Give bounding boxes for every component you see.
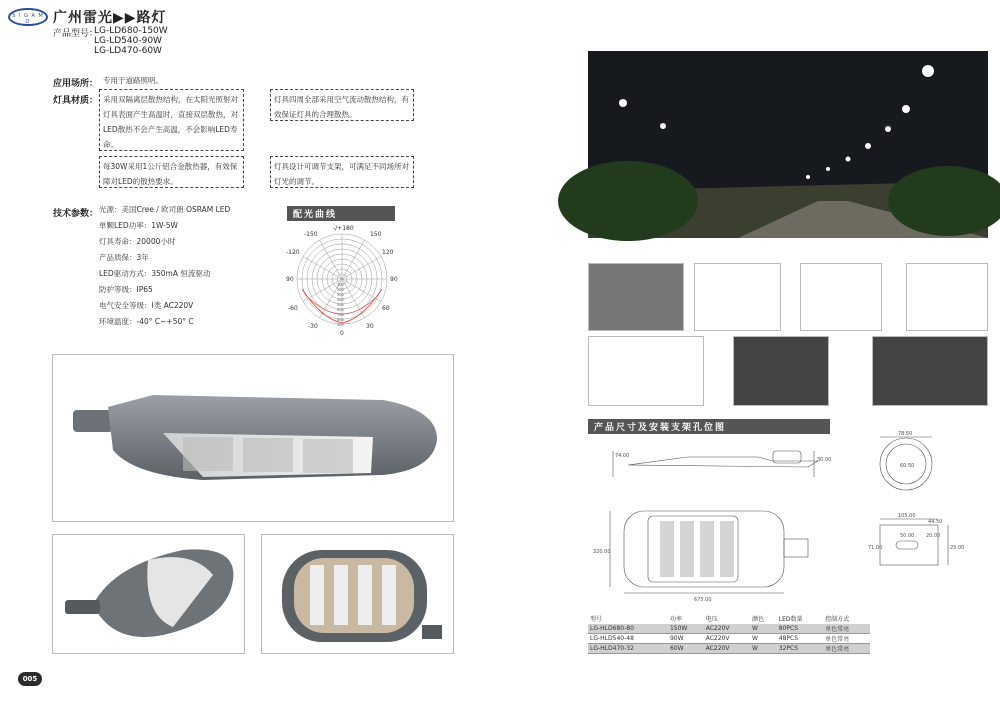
col-control: 控制方式	[825, 616, 850, 623]
tech-label: 技术参数：	[53, 209, 99, 219]
tech-spec-item: 防护等级：IP65	[99, 285, 153, 294]
dim-side-height: 74.00	[615, 453, 630, 459]
cell-voltage: AC220V	[704, 624, 750, 634]
material-box-heatsink: 每30W采用1公斤铝合金散热器，有效保障对LED的散热要求。	[99, 156, 244, 188]
light-distribution-polar-chart	[278, 222, 408, 336]
dim-bracket-small: 20.00	[926, 533, 941, 539]
night-street-photo	[588, 51, 988, 238]
cell-control: 单色常亮	[823, 624, 870, 634]
cell-led-count: 48PCS	[777, 634, 823, 644]
cell-color: W	[750, 624, 777, 634]
detail-photo-driver-label	[872, 336, 988, 406]
product-photo-side	[52, 534, 245, 654]
spec-table	[588, 613, 870, 654]
angle-label: -30	[308, 323, 318, 330]
col-power: 功率	[669, 616, 682, 623]
model-item: LG-LD470-60W	[94, 46, 162, 56]
main-product-photo	[52, 354, 454, 522]
material-box-airflow: 灯具四周全部采用空气流动散热结构，有效保证灯具的合理散热。	[270, 89, 414, 121]
cell-power: 60W	[668, 644, 704, 654]
model-item: LG-LD540-90W	[94, 36, 162, 46]
dim-circle-outer: 78.50	[898, 431, 913, 437]
tech-spec-item: 光源：美国Cree / 欧司朗 OSRAM LED	[99, 205, 231, 214]
page-number: 005	[18, 672, 42, 686]
dim-bracket-inner: 44.50	[928, 519, 943, 525]
usage-text: 专用于道路照明。	[103, 76, 163, 85]
cell-power: 90W	[668, 634, 704, 644]
col-voltage: 电压	[705, 616, 718, 623]
table-row	[588, 624, 870, 634]
dim-bracket-height: 30.00	[817, 457, 832, 463]
angle-label: 60	[382, 305, 390, 312]
cell-control: 单色常亮	[823, 644, 870, 654]
angle-label: 90	[286, 276, 294, 283]
dim-bracket-width: 105.00	[898, 513, 916, 519]
tech-spec-item: LED驱动方式：350mA 恒流驱动	[99, 269, 211, 278]
col-color: 颜色	[752, 616, 765, 623]
cell-color: W	[750, 634, 777, 644]
material-box-bracket: 灯具设计可调节支架，可满足不同场所对灯光的调节。	[270, 156, 414, 188]
table-row	[588, 644, 870, 654]
cell-control: 单色常亮	[823, 634, 870, 644]
tech-spec-item: 环境温度：-40° C~+50° C	[99, 317, 194, 326]
tech-spec-item: 单颗LED功率：1W-5W	[99, 221, 178, 230]
model-item: LG-LD680-150W	[94, 26, 168, 36]
light-curve-title: 配光曲线	[287, 206, 395, 221]
cell-model: LG-HLD680-80	[588, 624, 668, 634]
cell-voltage: AC220V	[704, 634, 750, 644]
angle-label: 120	[382, 249, 394, 256]
model-list	[94, 26, 168, 56]
tech-spec-item: 产品质保：3年	[99, 253, 149, 262]
radial-label: 900	[337, 323, 344, 327]
detail-photo-heatsink	[906, 263, 988, 331]
angle-label: -60	[288, 305, 298, 312]
angle-label: -/+180	[333, 225, 354, 232]
material-box-heat-isolation: 采用双隔离层散热结构，在太阳光照射对灯具表面产生高温时，直接双层散热，对LED散热不会产生高温，不会影响LED寿命。	[99, 89, 244, 151]
cell-led-count: 80PCS	[777, 624, 823, 634]
detail-photo-led-array	[588, 263, 684, 331]
col-led-count: LED数量	[778, 616, 803, 623]
angle-label: 0	[340, 330, 344, 337]
dimension-drawing-title: 产品尺寸及安装支架孔位图	[588, 419, 830, 434]
angle-label: 90	[390, 276, 398, 283]
material-label: 灯具材质：	[53, 96, 99, 106]
detail-photo-driver	[733, 336, 829, 406]
radial-label: 200	[337, 288, 344, 292]
dim-bracket-end: 25.00	[950, 545, 965, 551]
cell-color: W	[750, 644, 777, 654]
brand-logo: S I G A M O	[8, 8, 48, 26]
cell-model: LG-HLD470-32	[588, 644, 668, 654]
angle-label: 30	[366, 323, 374, 330]
dim-bracket-hole: 50.00	[900, 533, 915, 539]
angle-label: -120	[286, 249, 300, 256]
cell-power: 150W	[668, 624, 704, 634]
cell-voltage: AC220V	[704, 644, 750, 654]
model-label: 产品型号：	[53, 29, 99, 39]
detail-photo-bracket-rear	[800, 263, 882, 331]
dim-circle-inner: 60.50	[900, 463, 915, 469]
dim-bracket-side: 71.00	[868, 545, 883, 551]
radial-label: 300	[337, 293, 344, 297]
tech-spec-item: 电气安全等级：I类 AC220V	[99, 301, 194, 310]
tech-spec-list	[99, 202, 230, 330]
dimension-drawings	[588, 431, 988, 607]
radial-label: 800	[337, 318, 344, 322]
dim-body-height: 320.00	[593, 549, 611, 555]
radial-label: 500	[337, 303, 344, 307]
angle-label: -150	[304, 231, 318, 238]
page-title: 广州雷光▶▶路灯	[53, 10, 167, 26]
product-photo-bottom	[261, 534, 454, 654]
radial-label: 400	[337, 298, 344, 302]
col-model: 型号	[590, 616, 603, 623]
usage-label: 应用场所：	[53, 79, 99, 89]
cell-led-count: 32PCS	[777, 644, 823, 654]
radial-label: 100	[337, 283, 344, 287]
table-row	[588, 634, 870, 644]
tech-spec-item: 灯具寿命：20000小时	[99, 237, 176, 246]
detail-photo-full-fixture	[588, 336, 704, 406]
radial-label: 600	[337, 308, 344, 312]
cell-model: LG-HLD540-48	[588, 634, 668, 644]
detail-photo-bracket	[694, 263, 781, 331]
angle-label: 150	[370, 231, 382, 238]
radial-label: 700	[337, 313, 344, 317]
dim-body-length: 675.00	[694, 597, 712, 603]
